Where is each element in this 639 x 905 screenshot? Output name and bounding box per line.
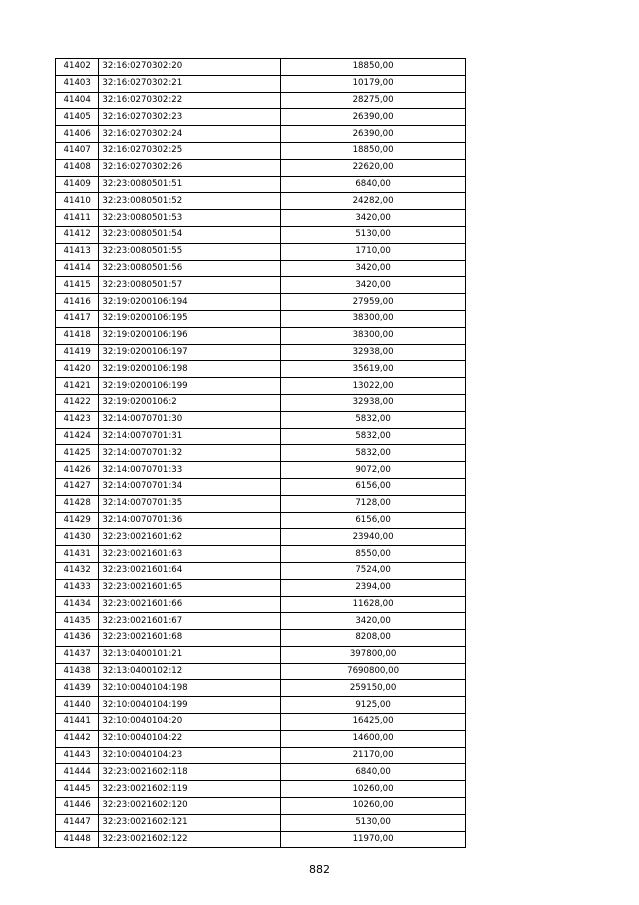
row-number-cell: 41405 xyxy=(56,109,99,126)
value-cell: 32938,00 xyxy=(281,344,466,361)
row-number-cell: 41421 xyxy=(56,378,99,395)
row-number-cell: 41436 xyxy=(56,630,99,647)
cadastral-number-cell: 32:14:0070701:36 xyxy=(99,512,281,529)
row-number-cell: 41423 xyxy=(56,411,99,428)
cadastral-number-cell: 32:16:0270302:25 xyxy=(99,142,281,159)
cadastral-number-cell: 32:23:0021601:65 xyxy=(99,579,281,596)
registry-table-body xyxy=(56,59,466,848)
cadastral-number-cell: 32:23:0080501:52 xyxy=(99,193,281,210)
cadastral-number-cell: 32:23:0021602:118 xyxy=(99,764,281,781)
value-cell: 8208,00 xyxy=(281,630,466,647)
value-cell: 7524,00 xyxy=(281,562,466,579)
value-cell: 38300,00 xyxy=(281,327,466,344)
row-number-cell: 41406 xyxy=(56,126,99,143)
table-row xyxy=(56,697,466,714)
cadastral-number-cell: 32:10:0040104:20 xyxy=(99,714,281,731)
table-row xyxy=(56,394,466,411)
table-row xyxy=(56,109,466,126)
value-cell: 397800,00 xyxy=(281,646,466,663)
table-row xyxy=(56,730,466,747)
table-row xyxy=(56,428,466,445)
value-cell: 10260,00 xyxy=(281,798,466,815)
cadastral-number-cell: 32:10:0040104:199 xyxy=(99,697,281,714)
row-number-cell: 41438 xyxy=(56,663,99,680)
table-row xyxy=(56,781,466,798)
value-cell: 11970,00 xyxy=(281,831,466,848)
page-number: 882 xyxy=(309,863,330,876)
value-cell: 27959,00 xyxy=(281,294,466,311)
row-number-cell: 41408 xyxy=(56,159,99,176)
value-cell: 5832,00 xyxy=(281,411,466,428)
row-number-cell: 41426 xyxy=(56,462,99,479)
cadastral-number-cell: 32:23:0080501:51 xyxy=(99,176,281,193)
row-number-cell: 41442 xyxy=(56,730,99,747)
table-row xyxy=(56,327,466,344)
row-number-cell: 41403 xyxy=(56,75,99,92)
table-row xyxy=(56,277,466,294)
value-cell: 24282,00 xyxy=(281,193,466,210)
table-row xyxy=(56,495,466,512)
row-number-cell: 41425 xyxy=(56,445,99,462)
cadastral-number-cell: 32:14:0070701:32 xyxy=(99,445,281,462)
table-row xyxy=(56,193,466,210)
row-number-cell: 41434 xyxy=(56,596,99,613)
value-cell: 18850,00 xyxy=(281,142,466,159)
table-row xyxy=(56,411,466,428)
cadastral-number-cell: 32:19:0200106:2 xyxy=(99,394,281,411)
table-row xyxy=(56,462,466,479)
cadastral-number-cell: 32:10:0040104:22 xyxy=(99,730,281,747)
table-row xyxy=(56,294,466,311)
cadastral-number-cell: 32:23:0021601:67 xyxy=(99,613,281,630)
cadastral-number-cell: 32:23:0080501:56 xyxy=(99,260,281,277)
row-number-cell: 41432 xyxy=(56,562,99,579)
table-row xyxy=(56,226,466,243)
value-cell: 26390,00 xyxy=(281,126,466,143)
table-row xyxy=(56,361,466,378)
row-number-cell: 41440 xyxy=(56,697,99,714)
registry-table xyxy=(55,58,466,848)
table-row xyxy=(56,747,466,764)
row-number-cell: 41437 xyxy=(56,646,99,663)
value-cell: 7128,00 xyxy=(281,495,466,512)
value-cell: 6840,00 xyxy=(281,764,466,781)
row-number-cell: 41416 xyxy=(56,294,99,311)
cadastral-number-cell: 32:19:0200106:196 xyxy=(99,327,281,344)
cadastral-number-cell: 32:16:0270302:21 xyxy=(99,75,281,92)
row-number-cell: 41402 xyxy=(56,59,99,76)
value-cell: 11628,00 xyxy=(281,596,466,613)
value-cell: 3420,00 xyxy=(281,613,466,630)
value-cell: 32938,00 xyxy=(281,394,466,411)
value-cell: 21170,00 xyxy=(281,747,466,764)
table-row xyxy=(56,59,466,76)
value-cell: 18850,00 xyxy=(281,59,466,76)
cadastral-number-cell: 32:23:0080501:57 xyxy=(99,277,281,294)
cadastral-number-cell: 32:19:0200106:198 xyxy=(99,361,281,378)
value-cell: 6156,00 xyxy=(281,512,466,529)
cadastral-number-cell: 32:14:0070701:30 xyxy=(99,411,281,428)
value-cell: 38300,00 xyxy=(281,310,466,327)
row-number-cell: 41446 xyxy=(56,798,99,815)
row-number-cell: 41448 xyxy=(56,831,99,848)
row-number-cell: 41420 xyxy=(56,361,99,378)
table-row xyxy=(56,344,466,361)
value-cell: 22620,00 xyxy=(281,159,466,176)
cadastral-number-cell: 32:13:0400101:21 xyxy=(99,646,281,663)
row-number-cell: 41413 xyxy=(56,243,99,260)
row-number-cell: 41429 xyxy=(56,512,99,529)
table-row xyxy=(56,92,466,109)
table-row xyxy=(56,613,466,630)
value-cell: 14600,00 xyxy=(281,730,466,747)
row-number-cell: 41439 xyxy=(56,680,99,697)
cadastral-number-cell: 32:16:0270302:22 xyxy=(99,92,281,109)
value-cell: 5832,00 xyxy=(281,428,466,445)
table-row xyxy=(56,596,466,613)
table-row xyxy=(56,831,466,848)
table-row xyxy=(56,310,466,327)
table-row xyxy=(56,176,466,193)
cadastral-number-cell: 32:19:0200106:199 xyxy=(99,378,281,395)
value-cell: 3420,00 xyxy=(281,260,466,277)
table-row xyxy=(56,210,466,227)
value-cell: 10179,00 xyxy=(281,75,466,92)
value-cell: 7690800,00 xyxy=(281,663,466,680)
value-cell: 9125,00 xyxy=(281,697,466,714)
cadastral-number-cell: 32:23:0080501:55 xyxy=(99,243,281,260)
value-cell: 23940,00 xyxy=(281,529,466,546)
value-cell: 10260,00 xyxy=(281,781,466,798)
table-row xyxy=(56,546,466,563)
value-cell: 6840,00 xyxy=(281,176,466,193)
cadastral-number-cell: 32:19:0200106:194 xyxy=(99,294,281,311)
row-number-cell: 41444 xyxy=(56,764,99,781)
cadastral-number-cell: 32:10:0040104:198 xyxy=(99,680,281,697)
table-row xyxy=(56,512,466,529)
cadastral-number-cell: 32:23:0021602:121 xyxy=(99,814,281,831)
cadastral-number-cell: 32:23:0080501:53 xyxy=(99,210,281,227)
table-row xyxy=(56,445,466,462)
cadastral-number-cell: 32:14:0070701:35 xyxy=(99,495,281,512)
row-number-cell: 41447 xyxy=(56,814,99,831)
row-number-cell: 41441 xyxy=(56,714,99,731)
row-number-cell: 41424 xyxy=(56,428,99,445)
value-cell: 6156,00 xyxy=(281,478,466,495)
value-cell: 3420,00 xyxy=(281,210,466,227)
value-cell: 9072,00 xyxy=(281,462,466,479)
cadastral-number-cell: 32:14:0070701:31 xyxy=(99,428,281,445)
row-number-cell: 41407 xyxy=(56,142,99,159)
value-cell: 16425,00 xyxy=(281,714,466,731)
cadastral-number-cell: 32:16:0270302:20 xyxy=(99,59,281,76)
table-row xyxy=(56,126,466,143)
cadastral-number-cell: 32:16:0270302:24 xyxy=(99,126,281,143)
cadastral-number-cell: 32:13:0400102:12 xyxy=(99,663,281,680)
table-row xyxy=(56,378,466,395)
value-cell: 26390,00 xyxy=(281,109,466,126)
table-row xyxy=(56,478,466,495)
row-number-cell: 41435 xyxy=(56,613,99,630)
table-row xyxy=(56,579,466,596)
value-cell: 35619,00 xyxy=(281,361,466,378)
row-number-cell: 41404 xyxy=(56,92,99,109)
value-cell: 5832,00 xyxy=(281,445,466,462)
row-number-cell: 41419 xyxy=(56,344,99,361)
cadastral-number-cell: 32:23:0021602:122 xyxy=(99,831,281,848)
table-row xyxy=(56,798,466,815)
row-number-cell: 41410 xyxy=(56,193,99,210)
value-cell: 2394,00 xyxy=(281,579,466,596)
row-number-cell: 41433 xyxy=(56,579,99,596)
table-row xyxy=(56,814,466,831)
row-number-cell: 41431 xyxy=(56,546,99,563)
row-number-cell: 41415 xyxy=(56,277,99,294)
value-cell: 13022,00 xyxy=(281,378,466,395)
cadastral-number-cell: 32:14:0070701:34 xyxy=(99,478,281,495)
row-number-cell: 41430 xyxy=(56,529,99,546)
value-cell: 1710,00 xyxy=(281,243,466,260)
row-number-cell: 41414 xyxy=(56,260,99,277)
table-row xyxy=(56,529,466,546)
table-row xyxy=(56,142,466,159)
table-row xyxy=(56,562,466,579)
cadastral-number-cell: 32:23:0021601:63 xyxy=(99,546,281,563)
row-number-cell: 41409 xyxy=(56,176,99,193)
cadastral-number-cell: 32:23:0021602:120 xyxy=(99,798,281,815)
row-number-cell: 41422 xyxy=(56,394,99,411)
row-number-cell: 41443 xyxy=(56,747,99,764)
cadastral-number-cell: 32:19:0200106:195 xyxy=(99,310,281,327)
cadastral-number-cell: 32:23:0080501:54 xyxy=(99,226,281,243)
cadastral-number-cell: 32:23:0021601:66 xyxy=(99,596,281,613)
cadastral-number-cell: 32:23:0021601:64 xyxy=(99,562,281,579)
value-cell: 28275,00 xyxy=(281,92,466,109)
table-row xyxy=(56,260,466,277)
table-row xyxy=(56,714,466,731)
row-number-cell: 41417 xyxy=(56,310,99,327)
row-number-cell: 41427 xyxy=(56,478,99,495)
value-cell: 259150,00 xyxy=(281,680,466,697)
cadastral-number-cell: 32:23:0021601:68 xyxy=(99,630,281,647)
value-cell: 8550,00 xyxy=(281,546,466,563)
cadastral-number-cell: 32:23:0021601:62 xyxy=(99,529,281,546)
cadastral-number-cell: 32:23:0021602:119 xyxy=(99,781,281,798)
cadastral-number-cell: 32:19:0200106:197 xyxy=(99,344,281,361)
table-row xyxy=(56,646,466,663)
row-number-cell: 41445 xyxy=(56,781,99,798)
row-number-cell: 41418 xyxy=(56,327,99,344)
value-cell: 3420,00 xyxy=(281,277,466,294)
cadastral-number-cell: 32:10:0040104:23 xyxy=(99,747,281,764)
value-cell: 5130,00 xyxy=(281,814,466,831)
value-cell: 5130,00 xyxy=(281,226,466,243)
table-row xyxy=(56,663,466,680)
table-row xyxy=(56,680,466,697)
row-number-cell: 41428 xyxy=(56,495,99,512)
table-row xyxy=(56,764,466,781)
table-row xyxy=(56,243,466,260)
row-number-cell: 41411 xyxy=(56,210,99,227)
cadastral-number-cell: 32:16:0270302:23 xyxy=(99,109,281,126)
cadastral-number-cell: 32:14:0070701:33 xyxy=(99,462,281,479)
cadastral-number-cell: 32:16:0270302:26 xyxy=(99,159,281,176)
table-row xyxy=(56,159,466,176)
table-row xyxy=(56,630,466,647)
table-row xyxy=(56,75,466,92)
row-number-cell: 41412 xyxy=(56,226,99,243)
